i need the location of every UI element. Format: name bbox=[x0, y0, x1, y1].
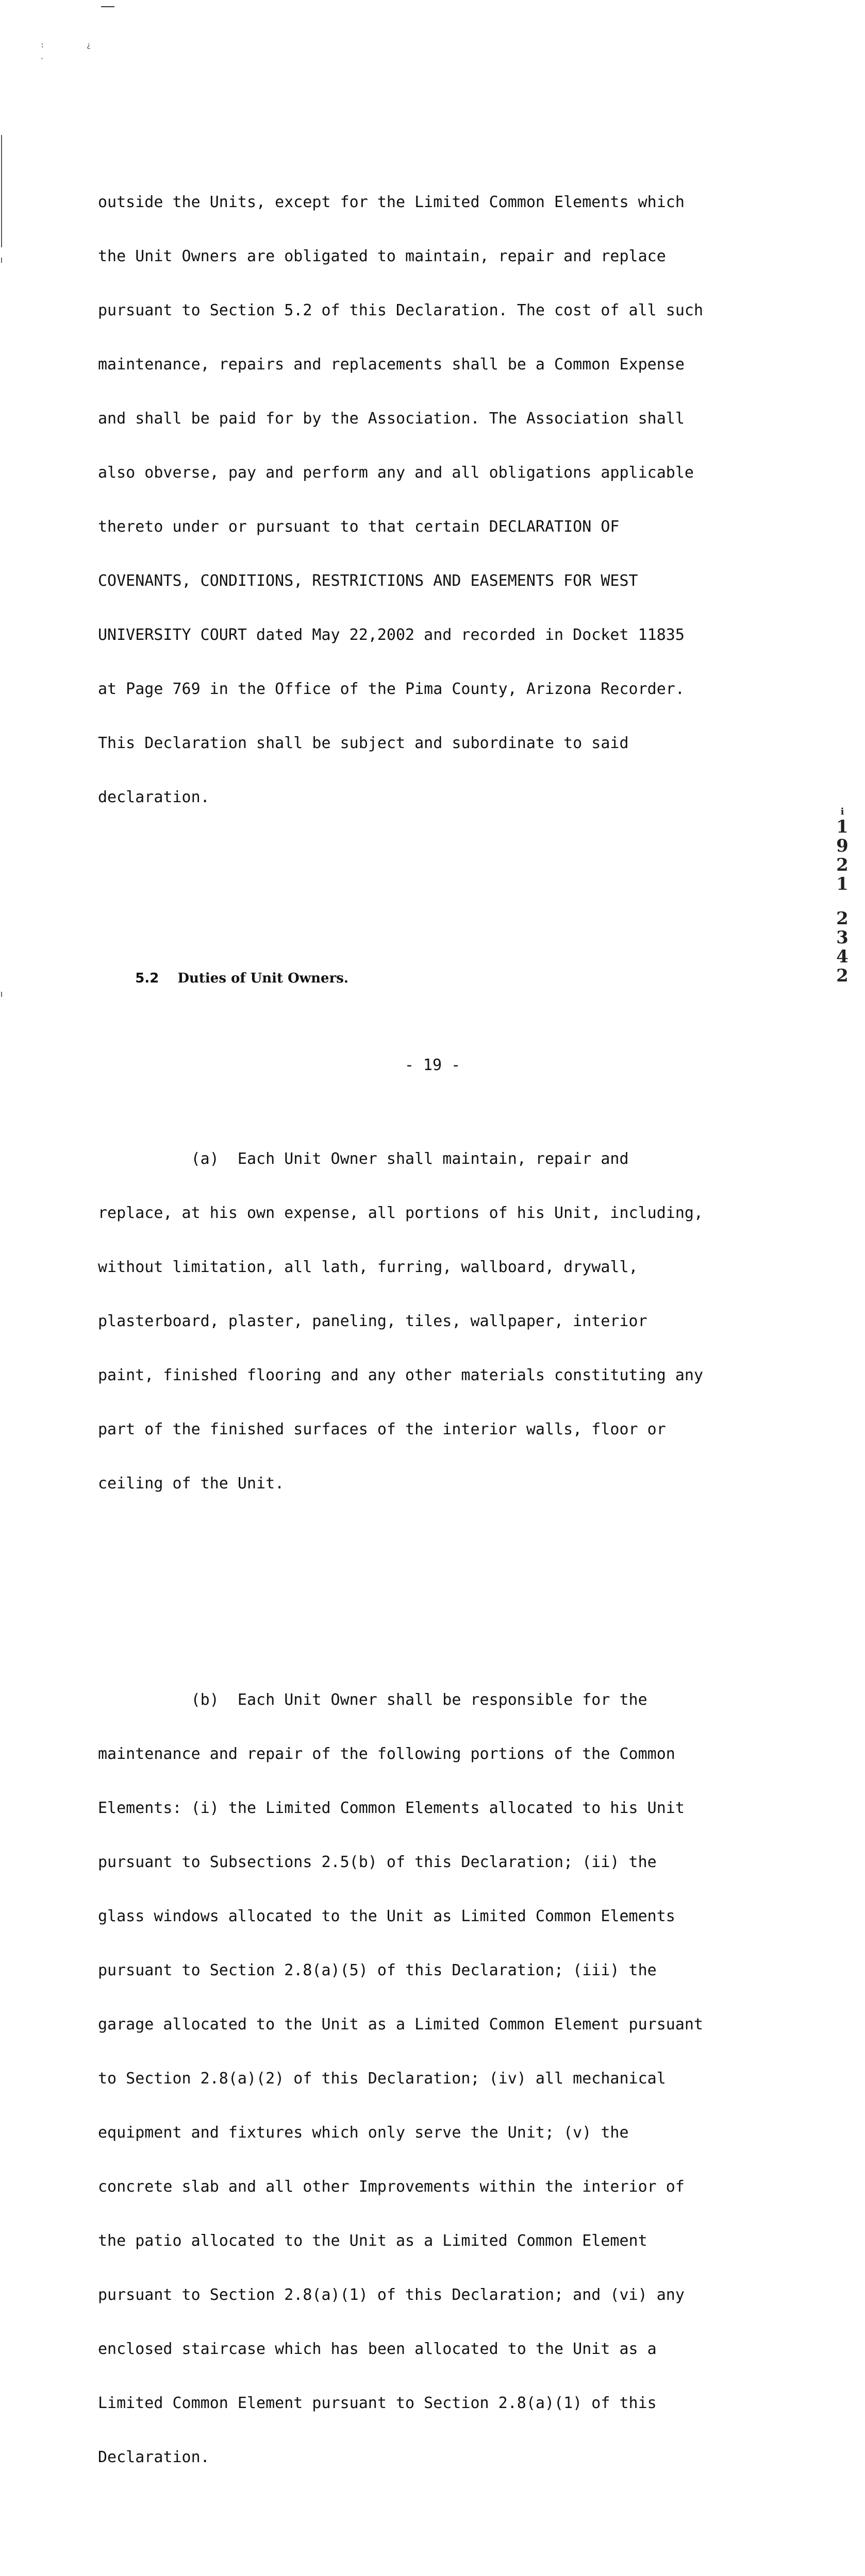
text-line: maintenance, repairs and replacements shall be a Common Expense bbox=[98, 355, 685, 374]
text-line: the Unit Owners are obligated to maintain, repair and replace bbox=[98, 247, 666, 265]
text-line: Limited Common Element pursuant to Section 2.8(a)(1) of this bbox=[98, 2394, 657, 2412]
text-line: concrete slab and all other Improvements within the interior of bbox=[98, 2178, 685, 2196]
stamp-digit: 1 bbox=[836, 817, 849, 837]
text-line: part of the finished surfaces of the interior walls, floor or bbox=[98, 1420, 666, 1438]
text-line: (b) Each Unit Owner shall be responsible for the bbox=[98, 1691, 647, 1709]
text-line: paint, finished flooring and any other materials constituting any bbox=[98, 1366, 703, 1384]
stamp-digit: 4 bbox=[836, 946, 849, 967]
text-line: Declaration. bbox=[98, 2448, 210, 2466]
text-line: and shall be paid for by the Association. The Association shall bbox=[98, 410, 685, 428]
scan-margin-bar bbox=[1, 135, 2, 247]
scan-margin-tick bbox=[1, 992, 2, 997]
text-line: COVENANTS, CONDITIONS, RESTRICTIONS AND EASEMENTS FOR WEST bbox=[98, 572, 638, 590]
text-line: Elements: (i) the Limited Common Elements allocated to his Unit bbox=[98, 1799, 685, 1817]
scan-speck: ` bbox=[40, 58, 45, 66]
text-line: garage allocated to the Unit as a Limited Common Element pursuant bbox=[98, 2015, 703, 2033]
stamp-digit: 2 bbox=[836, 908, 849, 929]
text-line: the patio allocated to the Unit as a Limited Common Element bbox=[98, 2232, 647, 2250]
text-line: thereto under or pursuant to that certain DECLARATION OF bbox=[98, 518, 620, 536]
text-line: to Section 2.8(a)(2) of this Declaration; (iv) all mechanical bbox=[98, 2070, 666, 2088]
stamp-digit: 1 bbox=[836, 874, 849, 894]
section-heading bbox=[98, 969, 768, 988]
text-line: pursuant to Section 5.2 of this Declaration. The cost of all such bbox=[98, 301, 703, 319]
stamp-digit: 9 bbox=[836, 836, 849, 856]
text-line: outside the Units, except for the Limited Common Elements which bbox=[98, 193, 685, 211]
text-line: maintenance and repair of the following portions of the Common bbox=[98, 1745, 675, 1763]
intro-paragraph bbox=[98, 157, 768, 842]
text-line: pursuant to Section 2.8(a)(5) of this Declaration; (iii) the bbox=[98, 1961, 657, 1979]
text-line: equipment and fixtures which only serve the Unit; (v) the bbox=[98, 2124, 629, 2142]
stamp-digit: 2 bbox=[836, 965, 849, 986]
stamp-digit: 3 bbox=[836, 927, 849, 948]
text-line: glass windows allocated to the Unit as Limited Common Elements bbox=[98, 1907, 675, 1925]
text-line: (a) Each Unit Owner shall maintain, repair and bbox=[98, 1150, 629, 1168]
scan-speck: : bbox=[40, 41, 45, 49]
text-line: plasterboard, plaster, paneling, tiles, wallpaper, interior bbox=[98, 1312, 647, 1330]
paragraph-a bbox=[98, 1114, 768, 1529]
scan-margin-tick bbox=[1, 258, 2, 263]
text-line: without limitation, all lath, furring, wallboard, drywall, bbox=[98, 1258, 638, 1276]
section-title: Duties of Unit Owners. bbox=[177, 971, 348, 986]
text-line: UNIVERSITY COURT dated May 22,2002 and recorded in Docket 11835 bbox=[98, 626, 685, 644]
recording-stamp bbox=[831, 806, 854, 986]
scan-dash-mark bbox=[101, 6, 114, 7]
text-line: replace, at his own expense, all portions of his Unit, including, bbox=[98, 1204, 703, 1222]
text-line: pursuant to Subsections 2.5(b) of this Declaration; (ii) the bbox=[98, 1853, 657, 1871]
paragraph-b bbox=[98, 1655, 768, 2502]
section-number: 5.2 bbox=[135, 971, 159, 986]
text-line: also obverse, pay and perform any and all obligations applicable bbox=[98, 464, 694, 482]
text-line: ceiling of the Unit. bbox=[98, 1475, 285, 1493]
stamp-digit: 2 bbox=[836, 855, 849, 875]
text-line: at Page 769 in the Office of the Pima County, Arizona Recorder. bbox=[98, 680, 685, 698]
stamp-mark: i bbox=[840, 806, 844, 817]
text-line: pursuant to Section 2.8(a)(1) of this Declaration; and (vi) any bbox=[98, 2286, 685, 2304]
text-line: enclosed staircase which has been allocated to the Unit as a bbox=[98, 2340, 657, 2358]
scan-speck: ¿ bbox=[87, 41, 91, 49]
page-number: - 19 - bbox=[404, 1056, 461, 1074]
text-line: This Declaration shall be subject and subordinate to said bbox=[98, 734, 629, 752]
document-body bbox=[98, 103, 768, 2576]
text-line: declaration. bbox=[98, 788, 210, 806]
